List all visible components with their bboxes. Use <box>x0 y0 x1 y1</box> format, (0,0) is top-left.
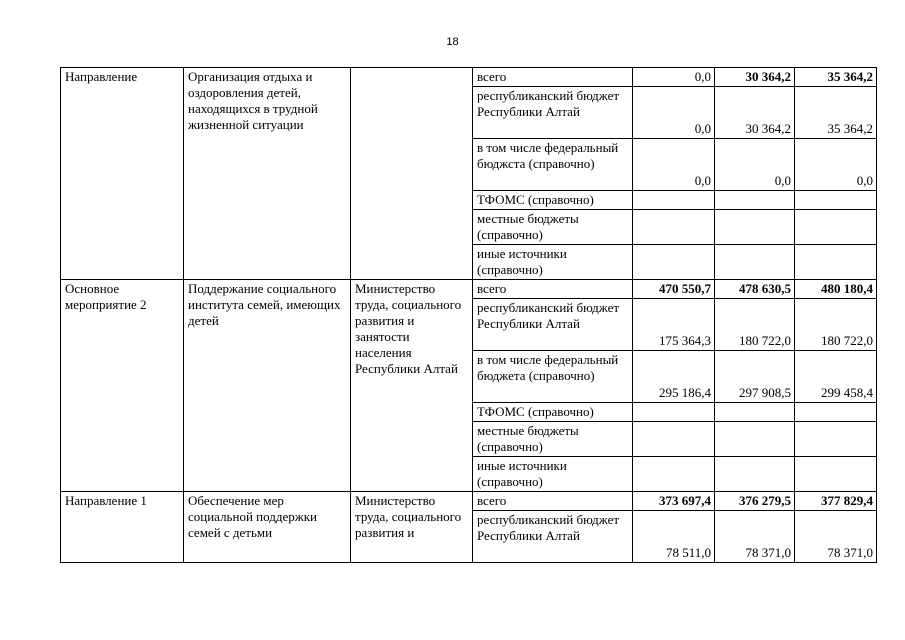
value-cell <box>633 245 715 280</box>
value-cell: 0,0 <box>633 68 715 87</box>
section-name: Направление <box>61 68 184 280</box>
table-row <box>61 68 877 87</box>
value-cell <box>715 403 795 422</box>
value-cell <box>633 457 715 492</box>
page-number: 18 <box>446 36 459 48</box>
funding-source: иные источники (справочно) <box>473 457 633 492</box>
funding-source: всего <box>473 68 633 87</box>
funding-source: местные бюджеты (справочно) <box>473 210 633 245</box>
value-cell: 373 697,4 <box>633 492 715 511</box>
value-cell <box>715 457 795 492</box>
value-cell <box>795 403 877 422</box>
value-cell: 377 829,4 <box>795 492 877 511</box>
funding-source: ТФОМС (справочно) <box>473 403 633 422</box>
value-cell: 0,0 <box>715 139 795 191</box>
value-cell <box>633 403 715 422</box>
value-cell: 478 630,5 <box>715 280 795 299</box>
value-cell: 470 550,7 <box>633 280 715 299</box>
value-cell: 78 371,0 <box>795 511 877 563</box>
table-row <box>61 280 877 299</box>
value-cell: 480 180,4 <box>795 280 877 299</box>
value-cell <box>715 210 795 245</box>
value-cell: 299 458,4 <box>795 351 877 403</box>
funding-table <box>60 67 877 563</box>
value-cell <box>633 210 715 245</box>
value-cell <box>795 457 877 492</box>
funding-source: всего <box>473 280 633 299</box>
funding-source: ТФОМС (справочно) <box>473 191 633 210</box>
value-cell: 0,0 <box>633 139 715 191</box>
section-name: Направление 1 <box>61 492 184 563</box>
funding-source: республиканский бюджет Республики Алтай <box>473 511 633 563</box>
value-cell: 180 722,0 <box>795 299 877 351</box>
value-cell: 295 186,4 <box>633 351 715 403</box>
table-row <box>61 492 877 511</box>
value-cell: 35 364,2 <box>795 68 877 87</box>
value-cell <box>795 210 877 245</box>
section-executor <box>351 68 473 280</box>
value-cell: 180 722,0 <box>715 299 795 351</box>
value-cell <box>715 245 795 280</box>
funding-source: республиканский бюджет Республики Алтай <box>473 87 633 139</box>
value-cell <box>795 422 877 457</box>
value-cell: 30 364,2 <box>715 68 795 87</box>
value-cell <box>715 191 795 210</box>
value-cell: 78 511,0 <box>633 511 715 563</box>
value-cell <box>795 191 877 210</box>
value-cell: 30 364,2 <box>715 87 795 139</box>
value-cell: 0,0 <box>795 139 877 191</box>
value-cell: 297 908,5 <box>715 351 795 403</box>
funding-source: местные бюджеты (справочно) <box>473 422 633 457</box>
section-description: Обеспечение мер социальной поддержки семей с детьми <box>184 492 351 563</box>
value-cell: 78 371,0 <box>715 511 795 563</box>
section-name: Основное мероприятие 2 <box>61 280 184 492</box>
section-executor: Министерство труда, социального развития и занятости населения Республики Алтай <box>351 280 473 492</box>
value-cell: 376 279,5 <box>715 492 795 511</box>
value-cell <box>795 245 877 280</box>
value-cell: 35 364,2 <box>795 87 877 139</box>
value-cell: 175 364,3 <box>633 299 715 351</box>
value-cell <box>715 422 795 457</box>
section-description: Поддержание социального института семей, имеющих детей <box>184 280 351 492</box>
value-cell: 0,0 <box>633 87 715 139</box>
value-cell <box>633 191 715 210</box>
funding-source: иные источники (справочно) <box>473 245 633 280</box>
section-description: Организация отдыха и оздоровления детей, находящихся в трудной жизненной ситуации <box>184 68 351 280</box>
section-executor: Министерство труда, социального развития и <box>351 492 473 563</box>
funding-source: в том числе федеральный бюджета (справочно) <box>473 351 633 403</box>
value-cell <box>633 422 715 457</box>
funding-source: в том числе федеральный бюджста (справочно) <box>473 139 633 191</box>
funding-source: всего <box>473 492 633 511</box>
funding-source: республиканский бюджет Республики Алтай <box>473 299 633 351</box>
